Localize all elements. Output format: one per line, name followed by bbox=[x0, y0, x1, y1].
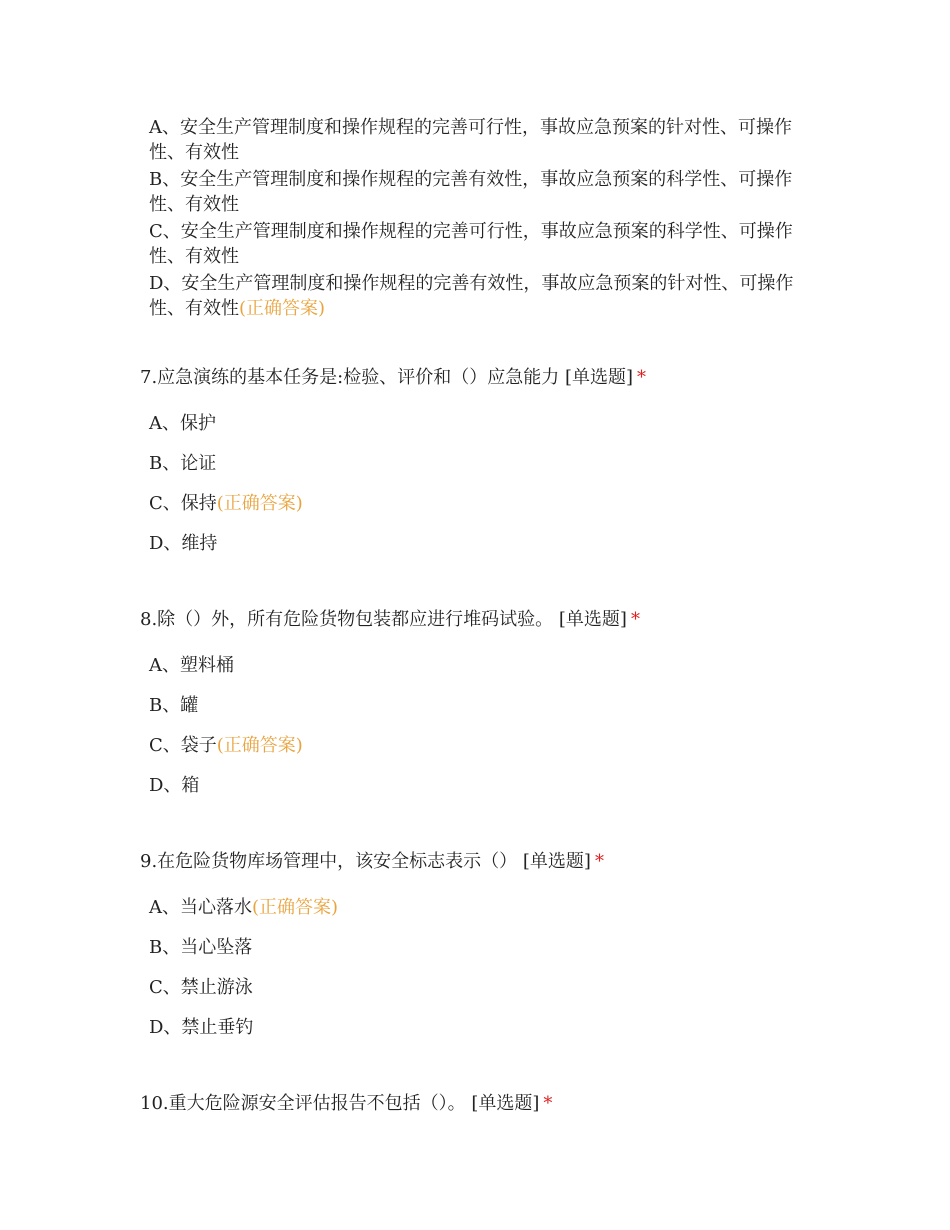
question-text: 8.除（）外，所有危险货物包装都应进行堆码试验。 [单选题] bbox=[140, 609, 627, 630]
correct-answer-mark: (正确答案) bbox=[216, 735, 303, 756]
q8-option-a[interactable] bbox=[149, 653, 809, 678]
q6-option-c[interactable] bbox=[149, 219, 809, 269]
question-9-title bbox=[140, 849, 840, 874]
q6-option-a[interactable] bbox=[149, 115, 809, 165]
option-text: A、保护 bbox=[149, 413, 216, 434]
correct-answer-mark: (正确答案) bbox=[239, 298, 326, 319]
option-text: A、塑料桶 bbox=[149, 655, 234, 676]
option-text: D、禁止垂钓 bbox=[149, 1017, 254, 1038]
q8-option-b[interactable] bbox=[149, 693, 809, 718]
question-10-title bbox=[140, 1091, 840, 1116]
option-text: B、罐 bbox=[149, 695, 199, 716]
q9-option-d[interactable] bbox=[149, 1015, 809, 1040]
q9-option-a[interactable] bbox=[149, 895, 809, 920]
correct-answer-mark: (正确答案) bbox=[216, 493, 303, 514]
required-star: * bbox=[543, 1093, 553, 1114]
q7-option-d[interactable] bbox=[149, 531, 809, 556]
option-text: D、安全生产管理制度和操作规程的完善有效性，事故应急预案的针对性、可操作性、有效性 bbox=[149, 273, 794, 319]
option-text: B、论证 bbox=[149, 453, 217, 474]
correct-answer-mark: (正确答案) bbox=[252, 897, 339, 918]
q7-option-c[interactable] bbox=[149, 491, 809, 516]
option-text: C、保持 bbox=[149, 493, 217, 514]
q9-option-c[interactable] bbox=[149, 975, 809, 1000]
option-text: B、安全生产管理制度和操作规程的完善有效性，事故应急预案的科学性、可操作性、有效性 bbox=[149, 169, 793, 215]
question-8-title bbox=[140, 607, 840, 632]
option-text: A、当心落水 bbox=[149, 897, 252, 918]
question-7-title bbox=[140, 365, 840, 390]
q7-option-b[interactable] bbox=[149, 451, 809, 476]
q8-option-d[interactable] bbox=[149, 773, 809, 798]
option-text: B、当心坠落 bbox=[149, 937, 253, 958]
q9-option-b[interactable] bbox=[149, 935, 809, 960]
q8-option-c[interactable] bbox=[149, 733, 809, 758]
required-star: * bbox=[637, 367, 647, 388]
required-star: * bbox=[594, 851, 604, 872]
option-text: D、维持 bbox=[149, 533, 218, 554]
option-text: A、安全生产管理制度和操作规程的完善可行性，事故应急预案的针对性、可操作性、有效性 bbox=[149, 117, 792, 163]
option-text: C、袋子 bbox=[149, 735, 217, 756]
q6-option-b[interactable] bbox=[149, 167, 809, 217]
q7-option-a[interactable] bbox=[149, 411, 809, 436]
option-text: D、箱 bbox=[149, 775, 200, 796]
question-text: 10.重大危险源安全评估报告不包括（）。 [单选题] bbox=[140, 1093, 540, 1114]
question-text: 7.应急演练的基本任务是:检验、评价和（）应急能力 [单选题] bbox=[140, 367, 634, 388]
required-star: * bbox=[630, 609, 640, 630]
q6-option-d[interactable] bbox=[149, 271, 809, 321]
question-text: 9.在危险货物库场管理中，该安全标志表示（） [单选题] bbox=[140, 851, 591, 872]
option-text: C、禁止游泳 bbox=[149, 977, 253, 998]
option-text: C、安全生产管理制度和操作规程的完善可行性，事故应急预案的科学性、可操作性、有效性 bbox=[149, 221, 793, 267]
